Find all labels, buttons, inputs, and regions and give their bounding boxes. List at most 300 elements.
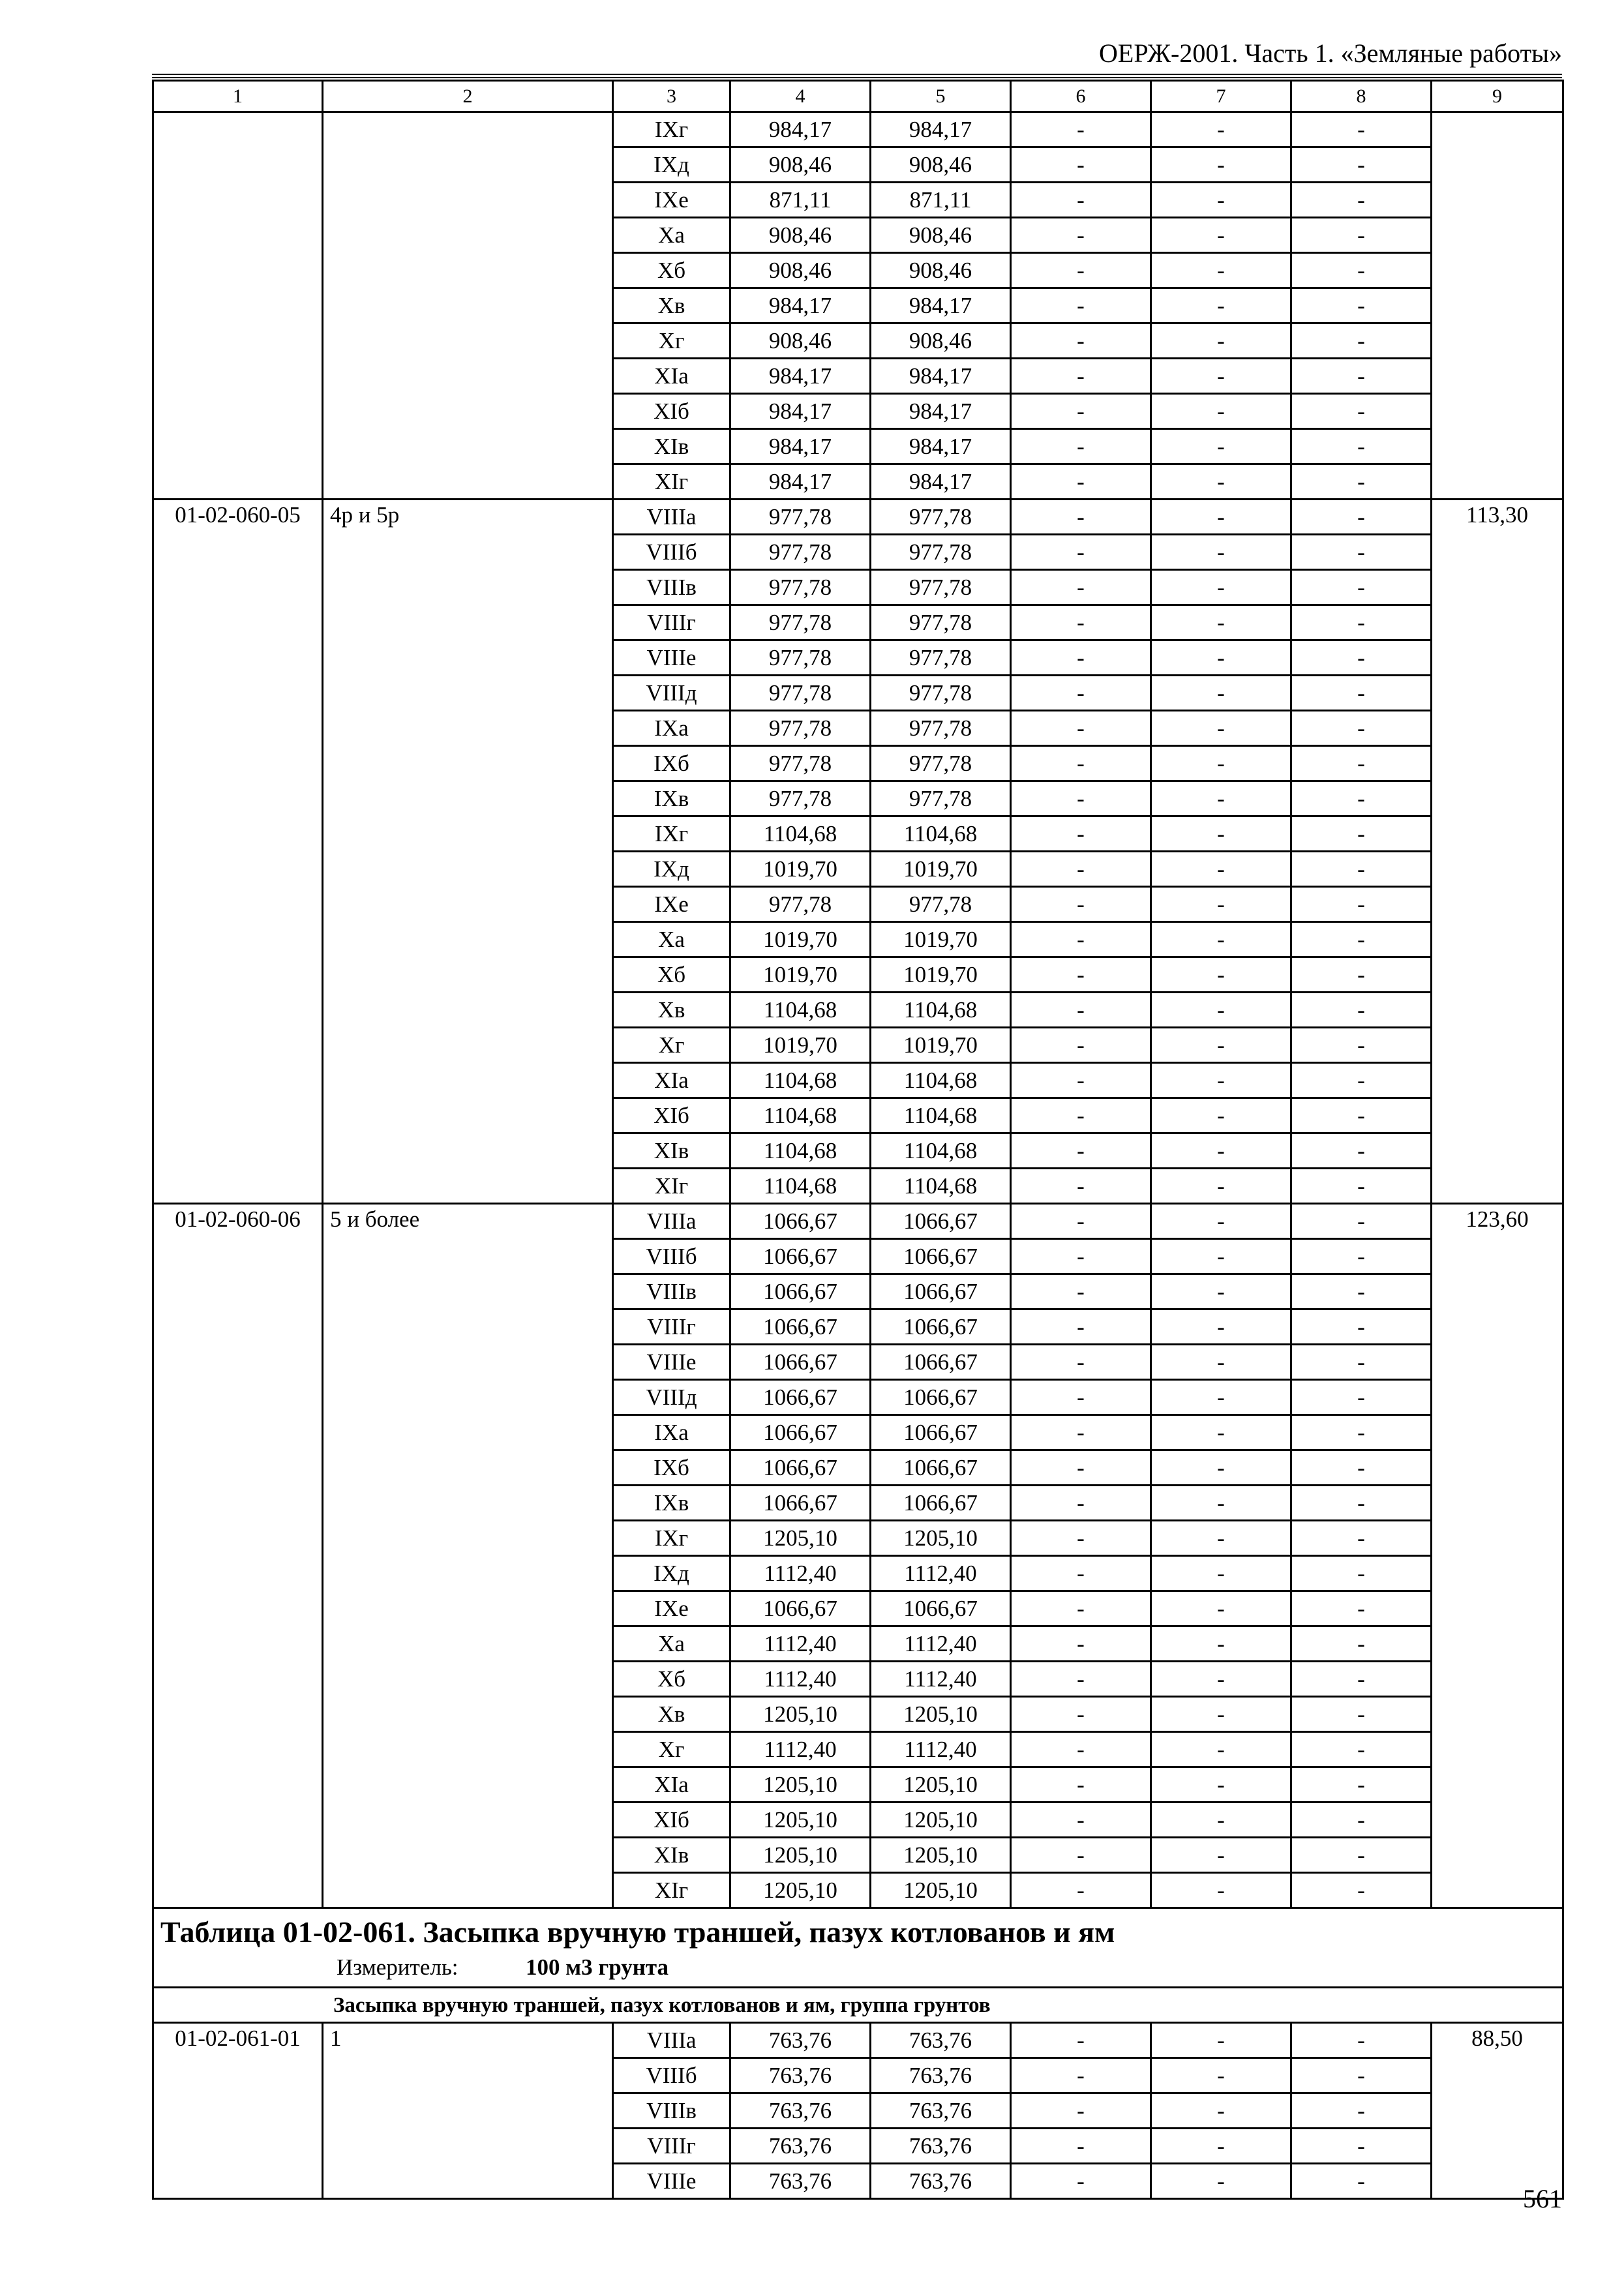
zone-class: IXа — [613, 1415, 730, 1450]
value-col8: - — [1291, 605, 1432, 640]
base-price: 123,60 — [1432, 1204, 1563, 1908]
zone-class: XIа — [613, 1063, 730, 1098]
value-col6: - — [1011, 1309, 1151, 1345]
zone-class: XIа — [613, 359, 730, 394]
value-col6: - — [1011, 2093, 1151, 2129]
value-col8: - — [1291, 359, 1432, 394]
table-subtitle-row — [153, 1988, 1563, 2023]
value-col5: 1104,68 — [871, 1098, 1011, 1133]
value-col8: - — [1291, 1133, 1432, 1169]
zone-class: IXд — [613, 147, 730, 183]
value-col8: - — [1291, 746, 1432, 781]
value-col5: 1019,70 — [871, 957, 1011, 993]
price-table — [152, 80, 1564, 2200]
value-col4: 1205,10 — [730, 1838, 871, 1873]
value-col6: - — [1011, 1239, 1151, 1274]
value-col4: 908,46 — [730, 253, 871, 288]
zone-class: IXв — [613, 1486, 730, 1521]
value-col7: - — [1151, 711, 1291, 746]
value-col5: 1066,67 — [871, 1450, 1011, 1486]
value-col7: - — [1151, 1345, 1291, 1380]
zone-class: VIIIб — [613, 2058, 730, 2093]
value-col4: 1066,67 — [730, 1591, 871, 1626]
value-col4: 1066,67 — [730, 1415, 871, 1450]
value-col5: 977,78 — [871, 887, 1011, 922]
value-col4: 984,17 — [730, 394, 871, 429]
value-col7: - — [1151, 1521, 1291, 1556]
value-col6: - — [1011, 1838, 1151, 1873]
value-col5: 763,76 — [871, 2023, 1011, 2058]
value-col4: 1112,40 — [730, 1626, 871, 1662]
value-col5: 977,78 — [871, 500, 1011, 535]
value-col8: - — [1291, 147, 1432, 183]
value-col7: - — [1151, 2129, 1291, 2164]
zone-class: XIб — [613, 1098, 730, 1133]
value-col4: 1104,68 — [730, 1133, 871, 1169]
measure-label: Измеритель: — [337, 1954, 459, 1980]
value-col6: - — [1011, 1521, 1151, 1556]
value-col4: 1104,68 — [730, 1098, 871, 1133]
value-col5: 1205,10 — [871, 1697, 1011, 1732]
value-col8: - — [1291, 464, 1432, 500]
zone-class: XIг — [613, 1873, 730, 1908]
value-col6: - — [1011, 1556, 1151, 1591]
value-col6: - — [1011, 1098, 1151, 1133]
value-col7: - — [1151, 570, 1291, 605]
value-col6: - — [1011, 1345, 1151, 1380]
zone-class: Xа — [613, 1626, 730, 1662]
value-col6: - — [1011, 2129, 1151, 2164]
value-col5: 977,78 — [871, 711, 1011, 746]
value-col7: - — [1151, 394, 1291, 429]
value-col8: - — [1291, 112, 1432, 147]
value-col4: 977,78 — [730, 605, 871, 640]
value-col6: - — [1011, 1803, 1151, 1838]
value-col7: - — [1151, 1486, 1291, 1521]
table-row — [153, 2023, 1563, 2058]
zone-class: IXа — [613, 711, 730, 746]
value-col6: - — [1011, 253, 1151, 288]
norm-parameter-cell — [323, 112, 613, 500]
zone-class: IXб — [613, 1450, 730, 1486]
value-col8: - — [1291, 957, 1432, 993]
value-col4: 871,11 — [730, 183, 871, 218]
value-col8: - — [1291, 323, 1432, 359]
zone-class: IXг — [613, 816, 730, 852]
value-col6: - — [1011, 887, 1151, 922]
value-col5: 977,78 — [871, 605, 1011, 640]
value-col8: - — [1291, 2129, 1432, 2164]
value-col5: 908,46 — [871, 323, 1011, 359]
value-col7: - — [1151, 1133, 1291, 1169]
value-col8: - — [1291, 922, 1432, 957]
value-col8: - — [1291, 993, 1432, 1028]
value-col8: - — [1291, 1591, 1432, 1626]
zone-class: XIа — [613, 1767, 730, 1803]
zone-class: IXд — [613, 852, 730, 887]
value-col6: - — [1011, 1380, 1151, 1415]
value-col6: - — [1011, 640, 1151, 676]
value-col7: - — [1151, 1204, 1291, 1239]
zone-class: VIIIд — [613, 1380, 730, 1415]
value-col8: - — [1291, 1626, 1432, 1662]
value-col5: 1066,67 — [871, 1309, 1011, 1345]
value-col7: - — [1151, 500, 1291, 535]
value-col5: 763,76 — [871, 2164, 1011, 2199]
value-col7: - — [1151, 1450, 1291, 1486]
zone-class: XIв — [613, 1838, 730, 1873]
zone-class: IXг — [613, 1521, 730, 1556]
table-subtitle: Засыпка вручную траншей, пазух котлованов и ям, группа грунтов — [153, 1988, 1563, 2023]
column-number: 4 — [730, 81, 871, 112]
column-number: 7 — [1151, 81, 1291, 112]
value-col5: 1019,70 — [871, 852, 1011, 887]
value-col5: 1205,10 — [871, 1521, 1011, 1556]
value-col8: - — [1291, 1274, 1432, 1309]
value-col8: - — [1291, 1063, 1432, 1098]
value-col6: - — [1011, 323, 1151, 359]
value-col8: - — [1291, 1309, 1432, 1345]
value-col4: 1104,68 — [730, 1063, 871, 1098]
base-price-cell — [1432, 112, 1563, 500]
zone-class: VIIIе — [613, 1345, 730, 1380]
value-col4: 1205,10 — [730, 1521, 871, 1556]
value-col7: - — [1151, 253, 1291, 288]
zone-class: VIIIб — [613, 1239, 730, 1274]
value-col8: - — [1291, 2164, 1432, 2199]
value-col6: - — [1011, 1873, 1151, 1908]
value-col5: 984,17 — [871, 464, 1011, 500]
value-col6: - — [1011, 2058, 1151, 2093]
value-col7: - — [1151, 1626, 1291, 1662]
column-number-row — [153, 81, 1563, 112]
value-col8: - — [1291, 1697, 1432, 1732]
value-col4: 1066,67 — [730, 1204, 871, 1239]
zone-class: VIIIг — [613, 2129, 730, 2164]
value-col8: - — [1291, 1662, 1432, 1697]
value-col7: - — [1151, 1098, 1291, 1133]
value-col4: 1104,68 — [730, 993, 871, 1028]
zone-class: XIг — [613, 1169, 730, 1204]
value-col7: - — [1151, 1873, 1291, 1908]
value-col8: - — [1291, 1028, 1432, 1063]
value-col6: - — [1011, 394, 1151, 429]
value-col6: - — [1011, 1591, 1151, 1626]
value-col6: - — [1011, 570, 1151, 605]
value-col5: 1112,40 — [871, 1626, 1011, 1662]
value-col7: - — [1151, 1169, 1291, 1204]
table-row — [153, 500, 1563, 535]
zone-class: Xв — [613, 288, 730, 323]
value-col4: 1112,40 — [730, 1662, 871, 1697]
value-col6: - — [1011, 1133, 1151, 1169]
value-col6: - — [1011, 464, 1151, 500]
value-col7: - — [1151, 183, 1291, 218]
value-col7: - — [1151, 816, 1291, 852]
value-col6: - — [1011, 1415, 1151, 1450]
value-col5: 1205,10 — [871, 1767, 1011, 1803]
value-col5: 977,78 — [871, 676, 1011, 711]
value-col7: - — [1151, 922, 1291, 957]
value-col7: - — [1151, 993, 1291, 1028]
zone-class: Xб — [613, 957, 730, 993]
value-col8: - — [1291, 253, 1432, 288]
value-col6: - — [1011, 2023, 1151, 2058]
zone-class: Xа — [613, 922, 730, 957]
value-col8: - — [1291, 676, 1432, 711]
value-col4: 1066,67 — [730, 1380, 871, 1415]
zone-class: XIб — [613, 394, 730, 429]
value-col6: - — [1011, 1450, 1151, 1486]
zone-class: IXе — [613, 183, 730, 218]
value-col5: 1066,67 — [871, 1274, 1011, 1309]
value-col8: - — [1291, 500, 1432, 535]
value-col4: 1066,67 — [730, 1239, 871, 1274]
zone-class: IXд — [613, 1556, 730, 1591]
value-col6: - — [1011, 746, 1151, 781]
zone-class: VIIIа — [613, 2023, 730, 2058]
value-col5: 984,17 — [871, 429, 1011, 464]
value-col4: 908,46 — [730, 218, 871, 253]
value-col7: - — [1151, 1732, 1291, 1767]
value-col5: 1104,68 — [871, 1063, 1011, 1098]
value-col8: - — [1291, 535, 1432, 570]
value-col6: - — [1011, 183, 1151, 218]
value-col6: - — [1011, 1626, 1151, 1662]
value-col7: - — [1151, 323, 1291, 359]
value-col6: - — [1011, 359, 1151, 394]
value-col5: 1112,40 — [871, 1662, 1011, 1697]
value-col8: - — [1291, 1450, 1432, 1486]
zone-class: IXг — [613, 112, 730, 147]
value-col4: 1205,10 — [730, 1697, 871, 1732]
table-body — [153, 81, 1563, 2199]
value-col4: 977,78 — [730, 500, 871, 535]
norm-code: 01-02-060-05 — [153, 500, 323, 1204]
value-col6: - — [1011, 147, 1151, 183]
zone-class: VIIIг — [613, 605, 730, 640]
column-number: 8 — [1291, 81, 1432, 112]
value-col4: 977,78 — [730, 781, 871, 816]
value-col4: 908,46 — [730, 323, 871, 359]
value-col5: 977,78 — [871, 746, 1011, 781]
value-col7: - — [1151, 112, 1291, 147]
value-col6: - — [1011, 676, 1151, 711]
norm-parameter: 4р и 5р — [323, 500, 613, 1204]
value-col5: 763,76 — [871, 2093, 1011, 2129]
value-col5: 977,78 — [871, 570, 1011, 605]
value-col4: 1019,70 — [730, 922, 871, 957]
value-col5: 763,76 — [871, 2129, 1011, 2164]
value-col8: - — [1291, 2023, 1432, 2058]
value-col8: - — [1291, 429, 1432, 464]
value-col7: - — [1151, 1767, 1291, 1803]
value-col4: 908,46 — [730, 147, 871, 183]
value-col6: - — [1011, 1767, 1151, 1803]
value-col6: - — [1011, 1169, 1151, 1204]
value-col8: - — [1291, 183, 1432, 218]
base-price: 88,50 — [1432, 2023, 1563, 2199]
value-col4: 1104,68 — [730, 1169, 871, 1204]
value-col7: - — [1151, 1803, 1291, 1838]
value-col5: 908,46 — [871, 253, 1011, 288]
table-title-row — [153, 1908, 1563, 1988]
norm-code: 01-02-060-06 — [153, 1204, 323, 1908]
zone-class: XIг — [613, 464, 730, 500]
value-col5: 1066,67 — [871, 1204, 1011, 1239]
value-col7: - — [1151, 746, 1291, 781]
value-col5: 1205,10 — [871, 1873, 1011, 1908]
zone-class: XIб — [613, 1803, 730, 1838]
value-col7: - — [1151, 1028, 1291, 1063]
value-col5: 1104,68 — [871, 993, 1011, 1028]
value-col4: 984,17 — [730, 288, 871, 323]
value-col6: - — [1011, 218, 1151, 253]
value-col5: 1066,67 — [871, 1415, 1011, 1450]
value-col5: 977,78 — [871, 640, 1011, 676]
value-col6: - — [1011, 1662, 1151, 1697]
value-col7: - — [1151, 464, 1291, 500]
value-col8: - — [1291, 218, 1432, 253]
column-number: 3 — [613, 81, 730, 112]
norm-code: 01-02-061-01 — [153, 2023, 323, 2199]
value-col8: - — [1291, 1380, 1432, 1415]
value-col6: - — [1011, 1063, 1151, 1098]
table-title: Таблица 01-02-061. Засыпка вручную траншей, пазух котлованов и ям — [160, 1915, 1115, 1949]
value-col8: - — [1291, 570, 1432, 605]
value-col5: 1066,67 — [871, 1380, 1011, 1415]
value-col5: 1066,67 — [871, 1591, 1011, 1626]
zone-class: VIIIа — [613, 500, 730, 535]
value-col6: - — [1011, 1028, 1151, 1063]
norm-code-cell — [153, 112, 323, 500]
zone-class: Xб — [613, 1662, 730, 1697]
zone-class: VIIIе — [613, 2164, 730, 2199]
value-col5: 984,17 — [871, 288, 1011, 323]
value-col7: - — [1151, 887, 1291, 922]
zone-class: IXб — [613, 746, 730, 781]
value-col5: 908,46 — [871, 218, 1011, 253]
zone-class: Xв — [613, 993, 730, 1028]
value-col6: - — [1011, 711, 1151, 746]
value-col4: 977,78 — [730, 640, 871, 676]
value-col7: - — [1151, 535, 1291, 570]
value-col4: 1112,40 — [730, 1556, 871, 1591]
value-col6: - — [1011, 605, 1151, 640]
header-rule — [152, 74, 1562, 78]
value-col5: 1205,10 — [871, 1803, 1011, 1838]
value-col4: 1112,40 — [730, 1732, 871, 1767]
value-col8: - — [1291, 1873, 1432, 1908]
zone-class: VIIIв — [613, 570, 730, 605]
value-col7: - — [1151, 218, 1291, 253]
value-col6: - — [1011, 816, 1151, 852]
value-col4: 984,17 — [730, 112, 871, 147]
value-col7: - — [1151, 2023, 1291, 2058]
value-col8: - — [1291, 1345, 1432, 1380]
value-col5: 1112,40 — [871, 1556, 1011, 1591]
value-col4: 1205,10 — [730, 1873, 871, 1908]
value-col6: - — [1011, 922, 1151, 957]
value-col6: - — [1011, 781, 1151, 816]
value-col8: - — [1291, 781, 1432, 816]
value-col6: - — [1011, 957, 1151, 993]
value-col6: - — [1011, 429, 1151, 464]
zone-class: VIIIд — [613, 676, 730, 711]
value-col4: 1066,67 — [730, 1486, 871, 1521]
value-col4: 1066,67 — [730, 1345, 871, 1380]
value-col6: - — [1011, 2164, 1151, 2199]
value-col4: 1066,67 — [730, 1274, 871, 1309]
value-col4: 1019,70 — [730, 957, 871, 993]
value-col4: 977,78 — [730, 676, 871, 711]
value-col7: - — [1151, 1697, 1291, 1732]
zone-class: VIIIе — [613, 640, 730, 676]
value-col5: 984,17 — [871, 394, 1011, 429]
value-col8: - — [1291, 852, 1432, 887]
value-col7: - — [1151, 781, 1291, 816]
value-col8: - — [1291, 816, 1432, 852]
value-col7: - — [1151, 1239, 1291, 1274]
value-col4: 977,78 — [730, 570, 871, 605]
value-col7: - — [1151, 1063, 1291, 1098]
value-col7: - — [1151, 1838, 1291, 1873]
value-col6: - — [1011, 993, 1151, 1028]
value-col4: 1019,70 — [730, 1028, 871, 1063]
value-col4: 763,76 — [730, 2058, 871, 2093]
value-col7: - — [1151, 2164, 1291, 2199]
value-col5: 1066,67 — [871, 1239, 1011, 1274]
column-number: 1 — [153, 81, 323, 112]
value-col6: - — [1011, 1274, 1151, 1309]
value-col8: - — [1291, 1767, 1432, 1803]
value-col8: - — [1291, 288, 1432, 323]
zone-class: Xб — [613, 253, 730, 288]
value-col7: - — [1151, 1556, 1291, 1591]
value-col5: 984,17 — [871, 359, 1011, 394]
value-col4: 1019,70 — [730, 852, 871, 887]
value-col8: - — [1291, 2058, 1432, 2093]
zone-class: Xг — [613, 1028, 730, 1063]
zone-class: Xа — [613, 218, 730, 253]
value-col5: 977,78 — [871, 781, 1011, 816]
value-col6: - — [1011, 288, 1151, 323]
value-col7: - — [1151, 2058, 1291, 2093]
value-col8: - — [1291, 1803, 1432, 1838]
value-col6: - — [1011, 500, 1151, 535]
value-col4: 1205,10 — [730, 1767, 871, 1803]
table-row — [153, 1204, 1563, 1239]
zone-class: IXе — [613, 1591, 730, 1626]
value-col6: - — [1011, 1697, 1151, 1732]
zone-class: VIIIб — [613, 535, 730, 570]
column-number: 2 — [323, 81, 613, 112]
value-col5: 1104,68 — [871, 1133, 1011, 1169]
value-col4: 1205,10 — [730, 1803, 871, 1838]
value-col4: 763,76 — [730, 2093, 871, 2129]
value-col7: - — [1151, 676, 1291, 711]
value-col7: - — [1151, 1309, 1291, 1345]
zone-class: VIIIг — [613, 1309, 730, 1345]
table-title-cell — [153, 1908, 1563, 1988]
value-col5: 1205,10 — [871, 1838, 1011, 1873]
measure-value: 100 м3 грунта — [526, 1954, 669, 1980]
value-col4: 977,78 — [730, 711, 871, 746]
value-col8: - — [1291, 1415, 1432, 1450]
zone-class: VIIIв — [613, 1274, 730, 1309]
value-col8: - — [1291, 1204, 1432, 1239]
value-col4: 977,78 — [730, 535, 871, 570]
